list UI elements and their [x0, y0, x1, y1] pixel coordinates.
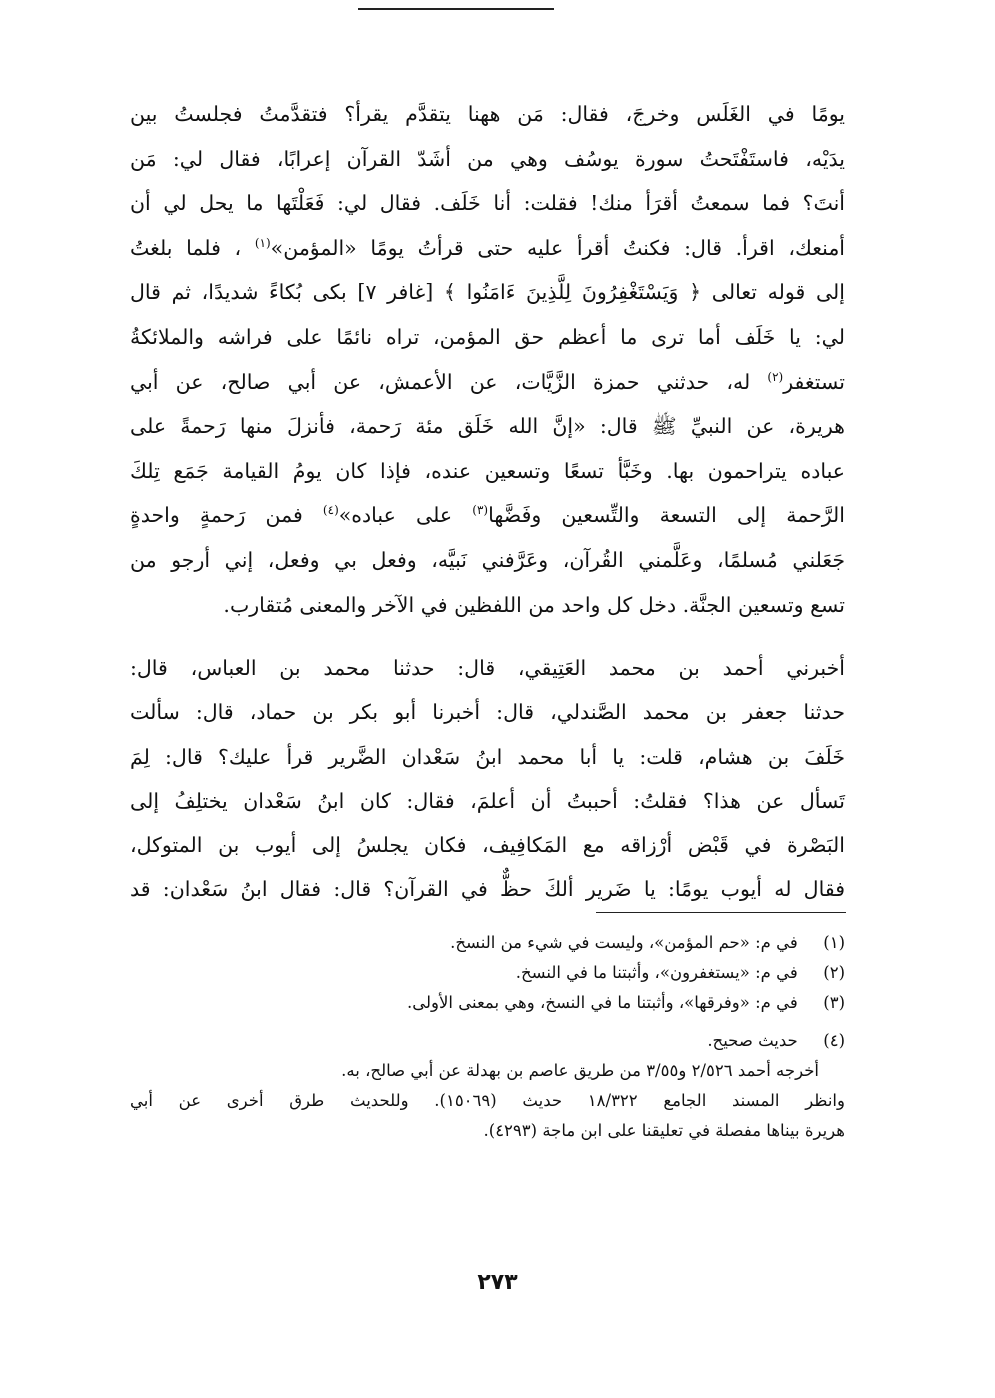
- footnote-text: حديث صحيح.: [707, 1031, 798, 1050]
- page-number: ٢٧٣: [477, 1270, 518, 1295]
- footnote-4-detail: وانظر المسند الجامع ١٨/٣٢٢ حديث (١٥٠٦٩). وللحديث طرق أخرى عن أبي: [130, 1091, 845, 1110]
- text-line: تَسأل عن هذا؟ فقلتُ: أحببتُ أن أعلمَ، فقال: كان ابنُ سَعْدان يختلِفُ إلى: [130, 788, 845, 813]
- footnote-number: (٣): [823, 993, 845, 1012]
- text-line: [130, 493, 845, 538]
- text-segment: الرَّحمة إلى التسعة والتِّسعين وفَضَّها: [488, 503, 845, 528]
- text-line: حدثنا جعفر بن محمد الصَّندلي، قال: أخبرنا أبو بكر بن حماد، قال: سألت: [130, 700, 845, 725]
- text-line: جَعَلني مُسلمًا، وعَلَّمني القُرآن، وعَرَّفني نَبيَّه، وفعل بي وفعل، إني أرجو من: [130, 547, 845, 572]
- footnote-text: في م: «وفرقها»، وأثبتنا ما في النسخ، وهي بمعنى الأولى.: [407, 993, 798, 1012]
- footnote-4-detail: أخرجه أحمد ٢/٥٢٦ و٣/٥٥ من طريق عاصم بن بهدلة عن أبي صالح، به.: [341, 1061, 819, 1080]
- text-line: يدَيْه، فاستَفْتَحتُ سورة يوسُف وهي من أشَدّ القرآن إعرابًا، فقال لي: مَن: [130, 146, 845, 171]
- text-segment: على عباده»: [338, 503, 473, 528]
- footnote-marker-3: (٣): [472, 503, 489, 518]
- footnote-number: (٢): [823, 963, 845, 982]
- text-line: يومًا في الغَلَس وخرجَ، فقال: مَن ههنا يتقدَّم يقرأ؟ فتقدَّمتُ فجلستُ بين: [130, 102, 845, 126]
- text-line: [130, 226, 845, 271]
- footnote-number: (٤): [823, 1031, 845, 1050]
- text-line: [130, 360, 845, 405]
- text-line: أخبرني أحمد بن محمد العَتِيقي، قال: حدثنا محمد بن العباس، قال:: [130, 656, 845, 680]
- text-line: لي: يا خَلَف أما ترى ما أعظم حق المؤمن، تراه نائمًا على فراشه والملائكةُ: [130, 324, 845, 349]
- footnote-3: [130, 988, 845, 1018]
- footnote-4: [130, 1026, 845, 1056]
- footnote-number: (١): [823, 933, 845, 952]
- header-rule: [358, 8, 554, 10]
- footnote-1: [130, 928, 845, 958]
- footnote-2: [130, 958, 845, 988]
- paragraph-2: [130, 646, 845, 912]
- text-line: تسع وتسعين الجنَّة. دخل كل واحد من اللفظين في الآخر والمعنى مُتقارب.: [223, 592, 845, 617]
- text-line: أنتَ؟ فما سمعتُ أقرَأ منك! فقلت: أنا خَلَف. فقال لي: فَعَلْتَها ما يحل لي أن: [130, 191, 845, 216]
- text-line: خَلَفَ بن هشام، قلت: يا أبا محمد ابنُ سَعْدان الضَّرير قرأ عليك؟ قال: لِمَ: [130, 744, 845, 769]
- text-segment: له، حدثني حمزة الزَّيَّات، عن الأعمش، عن أبي صالح، عن أبي: [130, 369, 768, 394]
- text-segment: فمن رَحمةٍ واحدةٍ: [130, 503, 323, 528]
- footnote-marker-2: (٢): [767, 369, 784, 384]
- footnote-marker-1: (١): [254, 235, 271, 250]
- footnotes: [130, 928, 845, 1146]
- footnote-rule: [596, 912, 846, 913]
- text-segment: تستغفر: [783, 369, 845, 394]
- text-line: هريرة، عن النبيِّ ﷺ قال: «إنَّ الله خَلَق مئة رَحمة، فأنزلَ منها رَحمةً على: [130, 414, 845, 439]
- text-segment: ، فلما بلغتُ: [130, 235, 255, 260]
- text-line: فقال له أيوب يومًا: يا ضَرير ألكَ حظٌّ في القرآن؟ قال: فقال ابنُ سَعْدان: قد: [130, 877, 845, 902]
- footnote-text: في م: «حم المؤمن»، وليست في شيء من النسخ.: [450, 933, 798, 952]
- text-line: البَصْرة في قَبْض أرْزاقه مع المَكافِيف، فكان يجلسُ إلى أيوب بن المتوكل،: [130, 833, 845, 858]
- text-line: إلى قوله تعالى ﴿ وَيَسْتَغْفِرُونَ لِلَّذِينَ ءَامَنُوا ﴾ [غافر ٧] بكى بُكاءً شديدًا، ثم قال: [130, 280, 846, 305]
- paragraph-1: [130, 92, 845, 627]
- footnote-marker-4: (٤): [322, 503, 339, 518]
- footnote-text: في م: «يستغفرون»، وأثبتنا ما في النسخ.: [515, 963, 798, 982]
- text-segment: أمنعك، اقرأ. قال: فكنتُ أقرأ عليه حتى قرأتُ يومًا «المؤمن»: [270, 235, 845, 260]
- text-line: عباده يتراحمون بها. وخَبَّأ تسعًا وتسعين عنده، فإذا كان يومُ القيامة جَمَع تِلكَ: [130, 458, 845, 483]
- footnote-4-detail: هريرة بيناها مفصلة في تعليقنا على ابن ماجة (٤٢٩٣).: [483, 1121, 845, 1140]
